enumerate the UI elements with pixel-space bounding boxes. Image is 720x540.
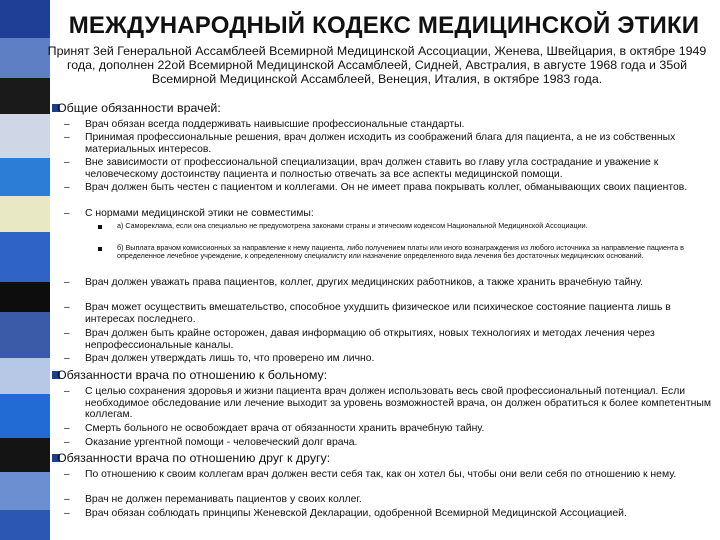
sub-bullet-icon (98, 225, 102, 229)
stripe-block (0, 394, 50, 438)
dash-marker: – (64, 386, 70, 397)
list-item: Врач обязан всегда поддерживать наивысшие профессиональные стандарты. (85, 119, 465, 130)
dash-marker: – (64, 423, 70, 434)
stripe-block (0, 196, 50, 232)
dash-marker: – (64, 494, 70, 505)
section-heading: Общие обязанности врачей: (57, 101, 221, 115)
dash-marker: – (64, 437, 70, 448)
section-heading: Обязанности врача по отношению друг к другу: (57, 451, 331, 465)
dash-marker: – (64, 119, 70, 130)
list-item: Врач обязан соблюдать принципы Женевской Декларации, одобренной Всемирной Медицинской Ассоциацией. (85, 508, 627, 519)
page-title: МЕЖДУНАРОДНЫЙ КОДЕКС МЕДИЦИНСКОЙ ЭТИКИ (68, 12, 700, 39)
dash-marker: – (64, 302, 70, 313)
list-item: Вне зависимости от профессиональной специализации, врач должен ставить во главу угла сострадание и уважение к человеческому достоинству пациента и полностью отвечать за все аспекты медицинской помощи. (85, 157, 659, 180)
dash-marker: – (64, 132, 70, 143)
subtitle: Принят 3ей Генеральной Ассамблеей Всемирной Медицинской Ассоциации, Женева, Швейцария, в октябре 1949 года, дополнен 22ой Всемирной Медицинской Ассамблеей, Сидней, Австралия, в августе 1968 года и 35ой Всемирной Медицинской Ассамблеей, Венеция, Италия, в октябре 1983 года. (47, 44, 707, 86)
list-item: Врач может осуществить вмешательство, способное ухудшить физическое или психическое состояние пациента лишь в интересах последнего. (85, 302, 671, 325)
slide-content (47, 0, 716, 540)
section-heading: Обязанности врача по отношению к больному: (57, 368, 328, 382)
sub-list-item: а) Саморeклама, если она специально не предусмотрена законами страны и этическим кодексом Национальной Медицинской Ассоциации. (117, 221, 588, 230)
list-item: По отношению к своим коллегам врач должен вести себя так, как он хотел бы, чтобы они вели себя по отношению к нему. (85, 469, 677, 480)
sub-bullet-icon (98, 247, 102, 251)
stripe-block (0, 312, 50, 358)
dash-marker: – (64, 353, 70, 364)
stripe-block (0, 282, 50, 312)
list-item: Врач не должен переманивать пациентов у своих коллег. (85, 494, 362, 505)
list-item: Оказание ургентной помощи - человеческий долг врача. (85, 437, 358, 448)
list-item: Принимая профессиональные решения, врач должен исходить из соображений блага для пациента, а не из собственных материальных интересов. (85, 132, 676, 155)
sub-list-item: б) Выплата врачом комиссионных за направление к нему пациента, либо получением платы или иного вознаграждения из любого источника за направление пациента в определенное лечебное учреждение, к определенному специалисту или назначение определенного вида лечения без достаточных медицинских оснований. (117, 243, 684, 261)
stripe-block (0, 510, 50, 540)
dash-marker: – (64, 469, 70, 480)
stripe-block (0, 114, 50, 158)
stripe-block (0, 232, 50, 282)
stripe-block (0, 358, 50, 394)
list-item: Врач должен уважать права пациентов, коллег, других медицинских работников, а также хранить врачебную тайну. (85, 277, 644, 288)
list-item: Врач должен быть крайне осторожен, давая информацию об открытиях, новых технологиях и методах лечения через непрофессиональные каналы. (85, 328, 655, 351)
dash-marker: – (64, 328, 70, 339)
list-item: Врач должен утверждать лишь то, что проверено им лично. (85, 353, 375, 364)
dash-marker: – (64, 508, 70, 519)
stripe-block (0, 472, 50, 510)
dash-marker: – (64, 277, 70, 288)
dash-marker: – (64, 208, 70, 219)
stripe-block (0, 158, 50, 196)
list-item: С целью сохранения здоровья и жизни пациента врач должен использовать весь свой профессиональный потенциал. Если необходимое обследование или лечение выходит за уровень возможностей врача, он должен обратиться к более компетентным коллегам. (85, 386, 712, 420)
stripe-block (0, 0, 50, 38)
dash-marker: – (64, 182, 70, 193)
list-item: Врач должен быть честен с пациентом и коллегами. Он не имеет права покрывать коллег, обманывающих своих пациентов. (85, 182, 688, 193)
list-item: С нормами медицинской этики не совместимы: (85, 208, 314, 219)
dash-marker: – (64, 157, 70, 168)
stripe-block (0, 438, 50, 472)
list-item: Смерть больного не освобождает врача от обязанности хранить врачебную тайну. (85, 423, 485, 434)
